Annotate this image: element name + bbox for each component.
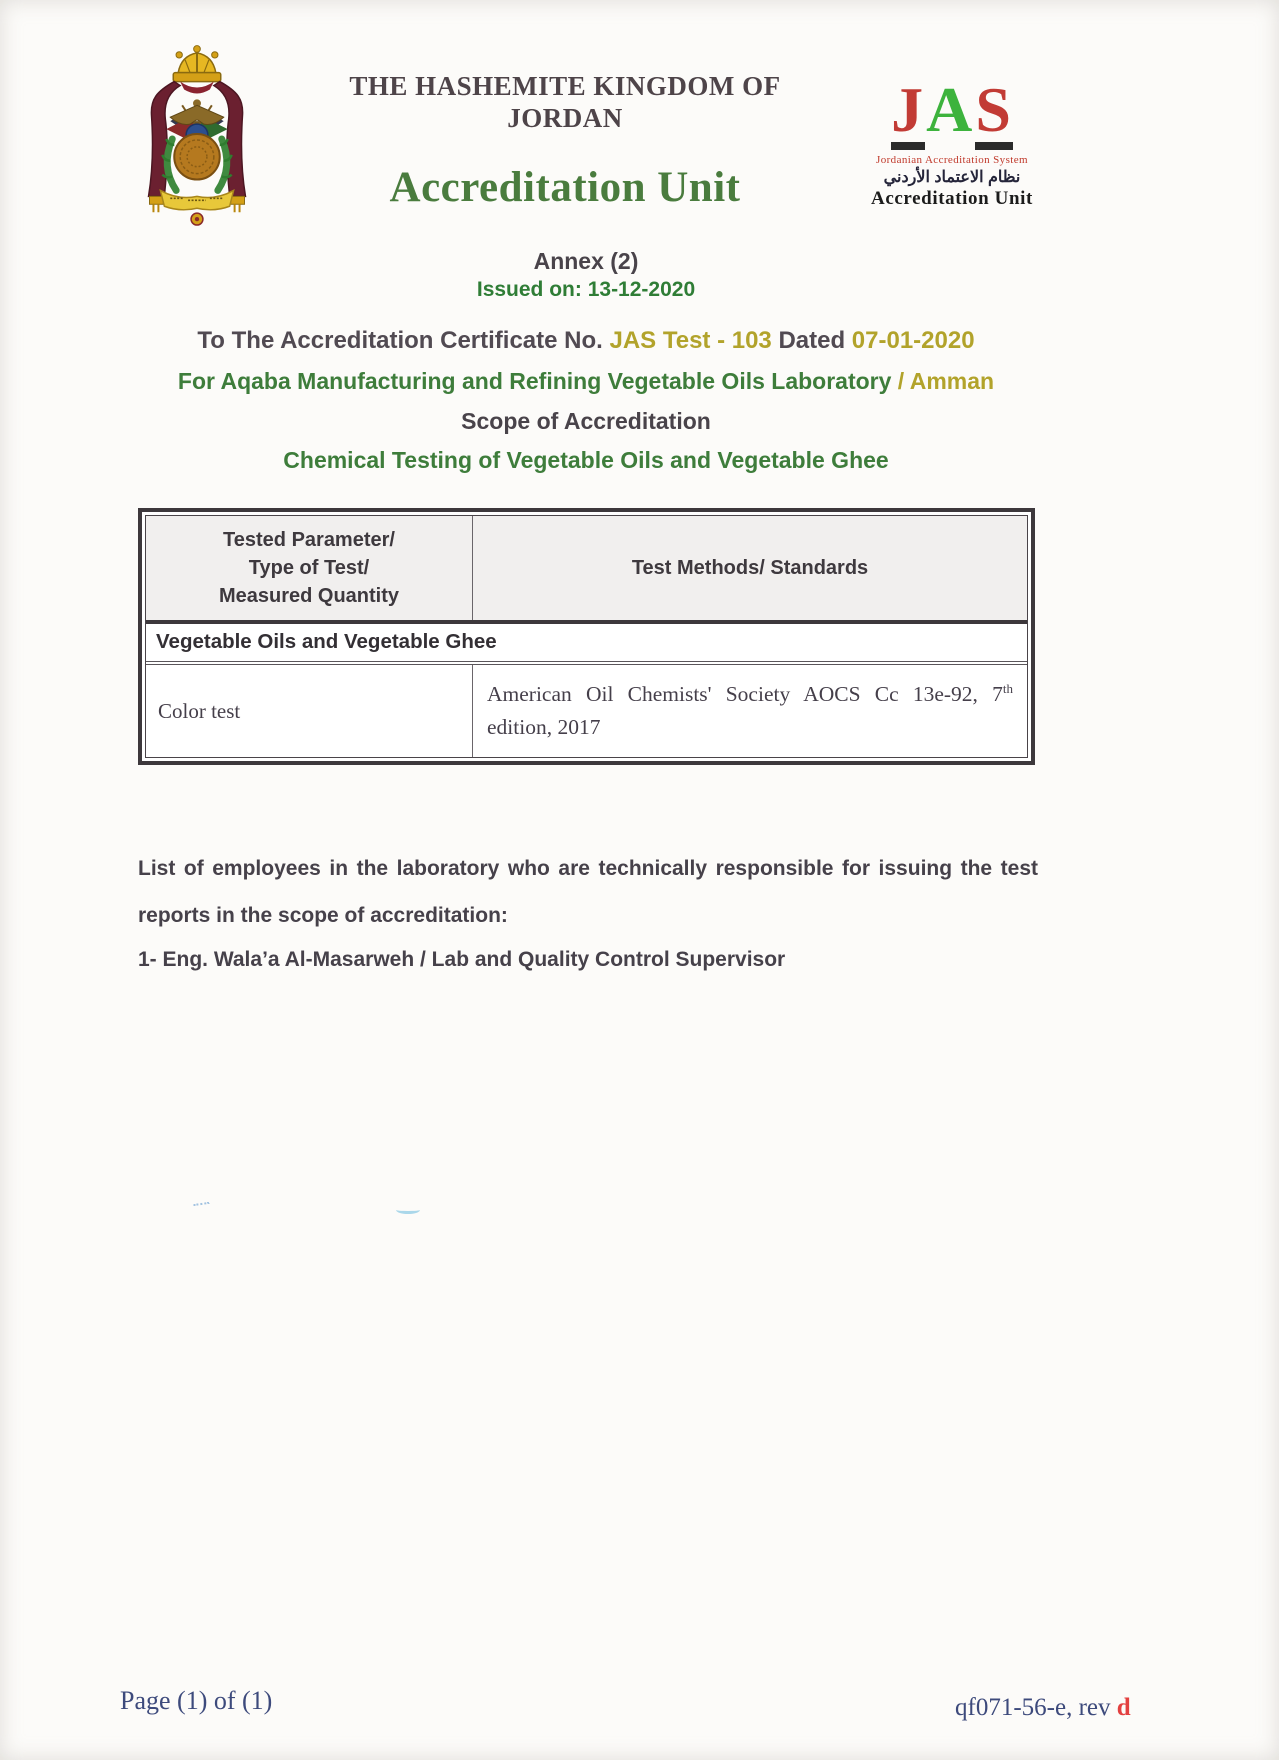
scope-table [138, 508, 1035, 765]
employees-section [138, 845, 1038, 975]
certificate-prefix: To The Accreditation Certificate No. [197, 327, 610, 354]
jordan-coat-of-arms-icon [122, 42, 272, 230]
jas-letter-a: A [926, 74, 975, 145]
employees-intro: List of employees in the laboratory who are technically responsible for issuing the test reports in the scope of accreditation: [138, 857, 1038, 928]
page-number: Page (1) of (1) [120, 1686, 273, 1715]
certificate-line [0, 327, 1172, 355]
table-cell-method [473, 665, 1027, 757]
scope-table-inner [145, 515, 1028, 758]
accreditation-unit-title: Accreditation Unit [389, 164, 741, 211]
jas-letters [862, 74, 1042, 150]
jas-unit-label: Accreditation Unit [871, 187, 1033, 209]
table-header-parameter-line3: Measured Quantity [218, 585, 400, 607]
certificate-number: JAS Test - 103 [609, 327, 772, 354]
jas-letter-s: S [975, 80, 1013, 150]
kingdom-title: THE HASHEMITE KINGDOM OF JORDAN [349, 71, 781, 134]
employee-item: 1- Eng. Wala’a Al-Masarweh / Lab and Quality Control Supervisor [138, 947, 786, 971]
jas-subtitle-english: Jordanian Accreditation System [876, 153, 1028, 166]
jas-subtitle-arabic: نظام الاعتماد الأردني [883, 168, 1021, 186]
scope-title: Scope of Accreditation [461, 408, 711, 434]
scan-artifact [396, 1206, 420, 1214]
document-code-text: qf071-56-e, rev [955, 1694, 1117, 1721]
table-header-row [146, 516, 1027, 624]
annex-title: Annex (2) [533, 248, 639, 274]
table-header-methods: Test Methods/ Standards [631, 556, 869, 579]
scope-detail: Chemical Testing of Vegetable Oils and Vegetable Ghee [283, 447, 889, 473]
method-text-rest: edition, 2017 [487, 715, 601, 740]
certificate-date: 07-01-2020 [851, 327, 975, 354]
laboratory-name: For Aqaba Manufacturing and Refining Vegetable Oils Laboratory [177, 368, 892, 394]
method-superscript: th [1002, 680, 1013, 696]
jas-letter-j: J [891, 80, 925, 150]
table-header-parameter-line1: Tested Parameter/ [223, 529, 395, 551]
certificate-dated-label: Dated [771, 327, 852, 354]
document-code [955, 1694, 1185, 1722]
annex-issued-date: Issued on: 13-12-2020 [476, 278, 696, 301]
table-row [146, 665, 1027, 757]
laboratory-line [0, 368, 1172, 395]
jas-logo [862, 74, 1042, 210]
table-header-parameter [146, 516, 473, 620]
table-cell-parameter: Color test [146, 665, 473, 757]
laboratory-city: / Amman [891, 368, 995, 394]
scan-artifact [193, 1197, 210, 1206]
document-revision: d [1116, 1694, 1131, 1721]
table-header-parameter-line2: Type of Test/ [248, 557, 370, 579]
method-text: American Oil Chemists' Society AOCS Cc 13e-92, 7 [487, 682, 1003, 706]
table-section-row: Vegetable Oils and Vegetable Ghee [146, 624, 1027, 665]
